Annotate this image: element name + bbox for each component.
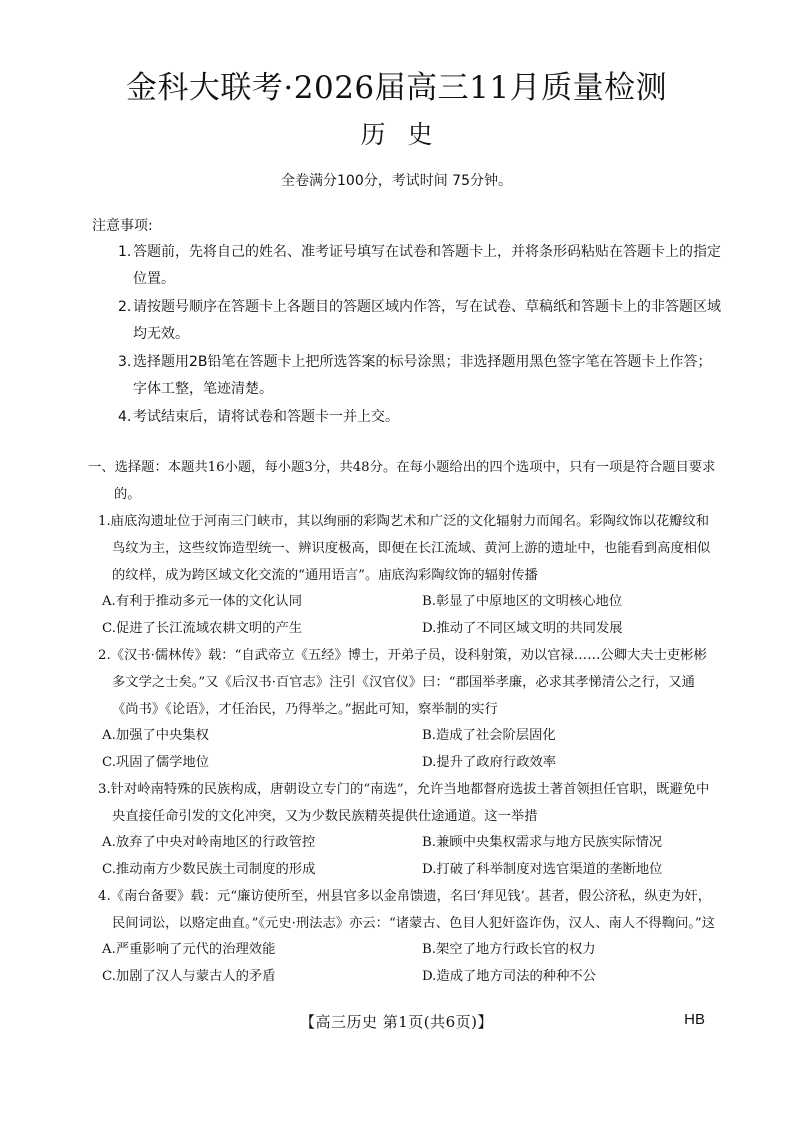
notes-block: [92, 214, 722, 431]
option-b: B.兼顾中央集权需求与地方民族实际情况: [422, 835, 663, 850]
note-text: 答题前，先将自己的姓名、准考证号填写在试卷和答题卡上，并将条形码粘贴在答题卡上的指定位置。: [133, 244, 721, 287]
option-b: B.造成了社会阶层固化: [422, 728, 556, 743]
question-stem: 1.庙底沟遗址位于河南三门峡市，其以绚丽的彩陶艺术和广泛的文化辐射力而闻名。彩陶纹饰以花瓣纹和鸟纹为主，这些纹饰造型统一、辨识度极高，即便在长江流域、黄河上游的遗址中，也能看到高度相似的纹样，成为跨区域文化交流的“通用语言”。庙底沟彩陶纹饰的辐射传播: [98, 514, 711, 583]
notes-title: 注意事项:: [92, 218, 153, 234]
option-a: A.加强了中央集权: [102, 728, 209, 743]
note-number: 2.: [118, 299, 132, 315]
page-label: 【高三历史 第1页(共6页)】: [299, 1013, 494, 1031]
exam-title: 金科大联考·2026届高三11月质量检测: [125, 70, 668, 106]
option-list: [88, 589, 718, 642]
note-number: 4.: [118, 409, 132, 425]
note-item: [118, 404, 722, 431]
subject-title: 历史: [360, 120, 455, 149]
questions-area: [88, 454, 718, 990]
note-number: 1.: [118, 244, 132, 260]
question-2: [88, 642, 718, 776]
page-footer: [0, 1007, 793, 1037]
section-heading: 一、选择题：本题共16小题，每小题3分，共48分。在每小题给出的四个选项中，只有一项是符合题目要求的。: [88, 460, 716, 502]
question-stem: 2.《汉书·儒林传》载：“自武帝立《五经》博士，开弟子员，设科射策，劝以官禄……公卿大夫士吏彬彬多文学之士矣。”又《后汉书·百官志》注引《汉官仪》曰：“郡国举孝廉，必求其孝悌清公之行，又通《尚书》《论语》，才任治民，乃得举之。”据此可知，察举制的实行: [98, 648, 707, 717]
option-b: B.彰显了中原地区的文明核心地位: [422, 594, 623, 609]
note-item: [118, 294, 722, 348]
option-c: C.巩固了儒学地位: [102, 754, 210, 770]
exam-code: HB: [684, 1011, 705, 1028]
option-d: D.打破了科举制度对选官渠道的垄断地位: [422, 861, 663, 877]
question-stem: 4.《南台备要》载：元“廉访使所至，州县官多以金帛馈遗，名曰‘拜见钱’。甚者，假公济私，纵吏为奸，民间词讼，以赂定曲直。”《元史·刑法志》亦云：“诸蒙古、色目人犯奸盗诈伪，汉人、南人不得鞫问。”这: [98, 889, 716, 931]
question-stem: 3.针对岭南特殊的民族构成，唐朝设立专门的“南选”，允许当地都督府选拔土著首领担任官职，既避免中央直接任命引发的文化冲突，又为少数民族精英提供仕途通道。这一举措: [98, 782, 710, 824]
note-item: [118, 239, 722, 293]
option-c: C.推动南方少数民族土司制度的形成: [102, 861, 316, 877]
option-d: D.造成了地方司法的种种不公: [422, 968, 596, 984]
question-3: [88, 776, 718, 883]
option-list: [88, 830, 718, 883]
option-c: C.促进了长江流域农耕文明的产生: [102, 620, 303, 636]
note-text: 请按题号顺序在答题卡上各题目的答题区域内作答，写在试卷、草稿纸和答题卡上的非答题区域均无效。: [133, 299, 721, 342]
option-list: [88, 937, 718, 990]
note-item: [118, 349, 722, 403]
question-4: [88, 883, 718, 990]
option-b: B.架空了地方行政长官的权力: [422, 942, 596, 957]
option-c: C.加剧了汉人与蒙古人的矛盾: [102, 968, 276, 984]
question-1: [88, 508, 718, 642]
note-text: 考试结束后，请将试卷和答题卡一并上交。: [133, 409, 399, 425]
score-info: 全卷满分100分，考试时间 75分钟。: [281, 173, 512, 189]
option-a: A.严重影响了元代的治理效能: [102, 942, 276, 957]
note-text: 选择题用2B铅笔在答题卡上把所选答案的标号涂黑；非选择题用黑色签字笔在答题卡上作答；字体工整，笔迹清楚。: [133, 354, 712, 397]
note-number: 3.: [118, 354, 132, 370]
option-a: A.有利于推动多元一体的文化认同: [102, 594, 302, 609]
option-d: D.提升了政府行政效率: [422, 754, 557, 770]
option-a: A.放弃了中央对岭南地区的行政管控: [102, 835, 316, 850]
option-list: [88, 723, 718, 776]
option-d: D.推动了不同区域文明的共同发展: [422, 620, 623, 636]
